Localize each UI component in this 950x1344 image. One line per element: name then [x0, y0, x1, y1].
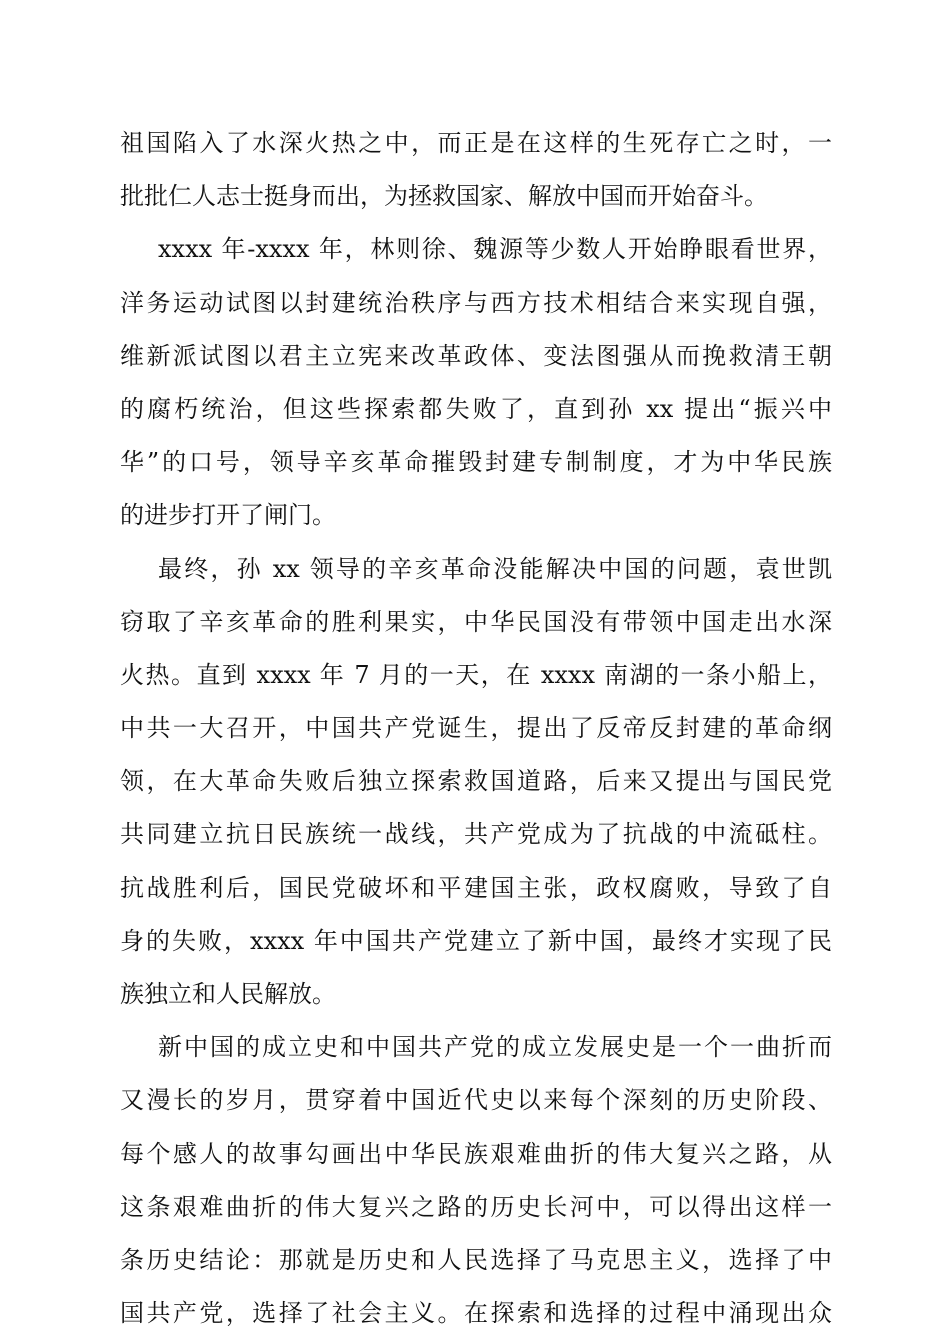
text-line: 又漫长的岁月，贯穿着中国近代史以来每个深刻的历史阶段、	[120, 1086, 832, 1115]
text-line: 每个感人的故事勾画出中华民族艰难曲折的伟大复兴之路，从	[120, 1139, 832, 1168]
text-line: 维新派试图以君主立宪来改革政体、变法图强从而挽救清王朝	[120, 341, 832, 370]
document-body	[120, 117, 832, 1340]
text-line: 这条艰难曲折的伟大复兴之路的历史长河中，可以得出这样一	[120, 1192, 832, 1221]
paragraph-1	[120, 117, 832, 223]
text-line: 抗战胜利后，国民党破坏和平建国主张，政权腐败，导致了自	[120, 873, 832, 902]
text-line: 祖国陷入了水深火热之中，而正是在这样的生死存亡之时，一	[120, 129, 832, 157]
text-line: 中共一大召开，中国共产党诞生，提出了反帝反封建的革命纲	[120, 714, 832, 743]
paragraph-3	[120, 543, 832, 1022]
text-line: 洋务运动试图以封建统治秩序与西方技术相结合来实现自强，	[120, 288, 832, 317]
text-line: 领，在大革命失败后独立探索救国道路，后来又提出与国民党	[120, 767, 832, 796]
text-line: 条历史结论：那就是历史和人民选择了马克思主义，选择了中	[120, 1245, 832, 1274]
text-line: 华”的口号，领导辛亥革命摧毁封建专制制度，才为中华民族	[120, 448, 832, 477]
paragraph-2	[120, 223, 832, 542]
text-line: 族独立和人民解放。	[120, 980, 336, 1008]
text-line: 共同建立抗日民族统一战线，共产党成为了抗战的中流砥柱。	[120, 820, 832, 849]
text-line: 的进步打开了闸门。	[120, 501, 336, 530]
paragraph-4	[120, 1021, 832, 1340]
text-line: 火热。直到 xxxx 年 7 月的一天，在 xxxx 南湖的一条小船上，	[120, 660, 832, 689]
text-line: xxxx 年-xxxx 年，林则徐、魏源等少数人开始睁眼看世界，	[158, 235, 832, 264]
text-line: 新中国的成立史和中国共产党的成立发展史是一个一曲折而	[158, 1033, 832, 1062]
text-line: 批批仁人志士挺身而出，为拯救国家、解放中国而开始奋斗。	[120, 182, 768, 211]
text-line: 最终，孙 xx 领导的辛亥革命没能解决中国的问题，袁世凯	[158, 554, 832, 583]
text-line: 窃取了辛亥革命的胜利果实，中华民国没有带领中国走出水深	[120, 607, 832, 636]
text-line: 的腐朽统治，但这些探索都失败了，直到孙 xx 提出“振兴中	[120, 394, 832, 423]
text-line: 身的失败，xxxx 年中国共产党建立了新中国，最终才实现了民	[120, 926, 832, 955]
text-line: 国共产党，选择了社会主义。在探索和选择的过程中涌现出众	[120, 1299, 832, 1328]
